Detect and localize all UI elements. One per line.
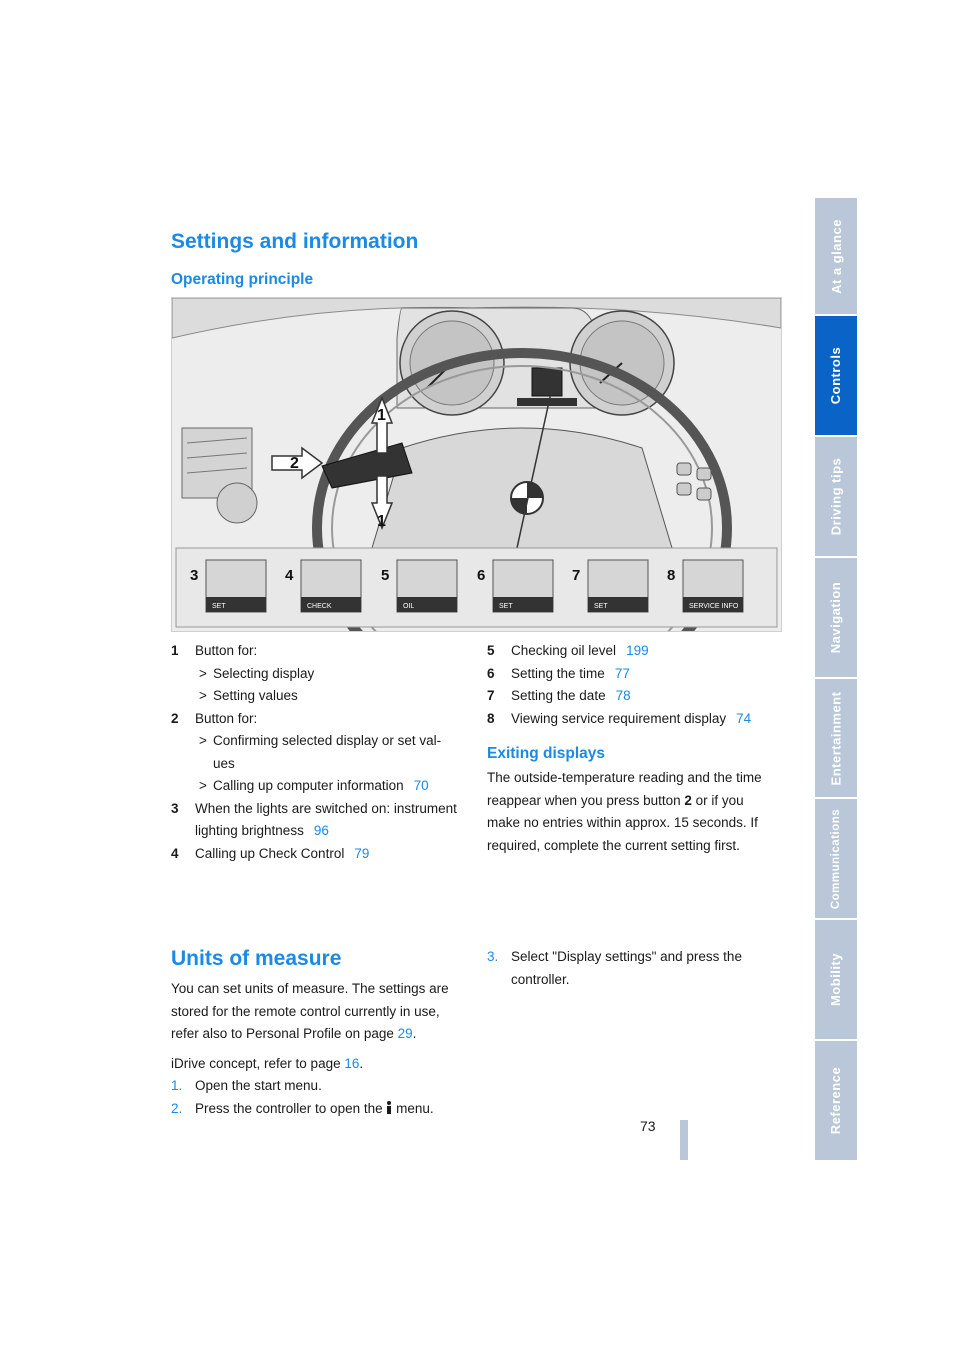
list-item: 1 Button for: xyxy=(171,643,258,658)
tab-controls[interactable]: Controls xyxy=(815,316,857,435)
list-item: 7 Setting the date 78 xyxy=(487,688,631,703)
list-item: 8 Viewing service requirement display 74 xyxy=(487,710,752,726)
strip-label-4: CHECK xyxy=(307,603,332,610)
callout-2: 2 xyxy=(290,455,299,472)
list-item: 4 Calling up Check Control 79 xyxy=(171,845,370,861)
tab-mobility[interactable]: Mobility xyxy=(815,920,857,1039)
page-ref-link[interactable]: 77 xyxy=(614,665,630,681)
control-list-left xyxy=(171,640,471,865)
list-item: 6 Setting the time 77 xyxy=(487,665,630,681)
page-ref-link[interactable]: 199 xyxy=(626,643,649,658)
strip-num-6: 6 xyxy=(477,567,486,584)
page-ref-link[interactable]: 96 xyxy=(313,823,329,838)
units-text-left: You can set units of measure. The settings are stored for the remote control currently in use, refer also to Personal Profile on page 29. iDrive concept, refer to page 16. 1. Open the start menu. 2. Press the controller to open the menu. xyxy=(171,978,471,1120)
strip-label-6: SET xyxy=(499,603,513,610)
page-ref-link[interactable]: 79 xyxy=(354,845,370,861)
strip-label-8: SERVICE INFO xyxy=(689,603,739,610)
strip-num-4: 4 xyxy=(285,567,294,584)
tab-driving-tips[interactable]: Driving tips xyxy=(815,437,857,556)
list-item: 3 When the lights are switched on: instrument xyxy=(171,800,457,816)
step-item: 1. Open the start menu. xyxy=(171,1078,322,1093)
exiting-displays-title: Exiting displays xyxy=(487,745,606,762)
units-of-measure-title: Units of measure xyxy=(171,947,342,970)
exiting-displays-text: The outside-temperature reading and the time reappear when you press button 2 or if you make no entries within approx. 15 seconds. If required, complete the current setting first. xyxy=(487,770,762,853)
step-item: 3. Select "Display settings" and press the xyxy=(487,949,742,964)
page-ref-link[interactable]: 70 xyxy=(413,778,429,793)
info-icon xyxy=(386,1099,392,1112)
section-title: Settings and information xyxy=(171,230,419,253)
strip-num-7: 7 xyxy=(572,567,581,584)
tab-entertainment[interactable]: Entertainment xyxy=(815,679,857,797)
list-subitem: > Confirming selected display or set val- xyxy=(199,733,442,748)
steering-wheel-diagram xyxy=(172,298,781,631)
tab-navigation[interactable]: Navigation xyxy=(815,558,857,677)
list-item: 2 Button for: xyxy=(171,710,258,726)
list-item-continuation: lighting brightness 96 xyxy=(195,823,329,838)
callout-1-up: 1 xyxy=(377,407,386,424)
units-text-right xyxy=(487,946,787,991)
chapter-tab-sidebar xyxy=(815,198,857,1160)
page-ref-link[interactable]: 74 xyxy=(736,710,752,726)
tab-communications[interactable]: Communications xyxy=(815,799,857,918)
subsection-title: Operating principle xyxy=(171,271,314,288)
callout-1-down: 1 xyxy=(377,513,386,530)
cockpit-illustration xyxy=(171,297,782,632)
list-subitem-continuation: ues xyxy=(213,755,235,771)
step-item: 2. Press the controller to open the menu. xyxy=(171,1100,434,1116)
strip-label-3: SET xyxy=(212,603,226,610)
strip-label-7: SET xyxy=(594,603,608,610)
page-ref-link[interactable]: 16 xyxy=(344,1055,360,1071)
list-subitem: > Calling up computer information 70 xyxy=(199,778,429,793)
list-item: 5 Checking oil level 199 xyxy=(487,643,649,658)
page-number-bar xyxy=(680,1120,688,1160)
strip-num-8: 8 xyxy=(667,567,676,584)
page-ref-link[interactable]: 29 xyxy=(397,1026,413,1041)
strip-label-5: OIL xyxy=(403,603,415,610)
list-subitem: > Setting values xyxy=(199,688,298,703)
list-subitem: > Selecting display xyxy=(199,665,315,681)
page-ref-link[interactable]: 78 xyxy=(615,688,631,703)
control-list-right xyxy=(487,640,787,730)
step-item-continuation: controller. xyxy=(511,971,570,987)
strip-num-3: 3 xyxy=(190,567,199,584)
page-number: 73 xyxy=(640,1118,656,1134)
tab-reference[interactable]: Reference xyxy=(815,1041,857,1160)
strip-num-5: 5 xyxy=(381,567,390,584)
tab-at-a-glance[interactable]: At a glance xyxy=(815,198,857,314)
